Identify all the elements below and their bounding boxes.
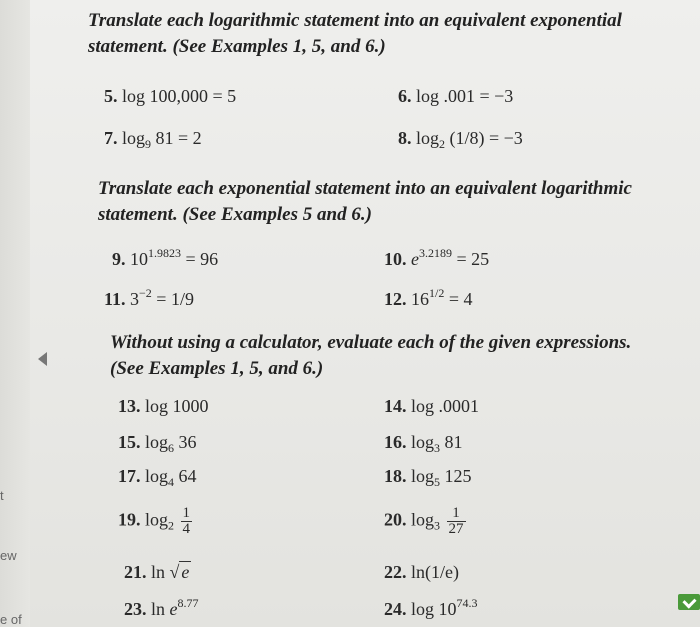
section-1-instructions: Translate each logarithmic statement into an equivalent exponential statement. (See Examples 1, 5, and 6.) bbox=[88, 10, 622, 57]
fraction: $\frac{1}{27}$ bbox=[448, 505, 464, 537]
section-3-instructions: Without using a calculator, evaluate each of the given expressions. (See Examples 1, 5, and 6.) bbox=[110, 332, 632, 379]
problem-5: 5. log 100,000 = 5 bbox=[104, 86, 237, 106]
page-margin bbox=[0, 0, 30, 627]
fraction: $\frac{1}{4}$ bbox=[182, 505, 191, 537]
problem-22: 22. ln(1/e) bbox=[384, 562, 459, 582]
problem-9: 9. $10^{1.9823} = 96$ bbox=[112, 246, 219, 269]
problem-18: 18. $\log_5 125$ bbox=[384, 466, 472, 489]
margin-fragment: e of bbox=[0, 612, 22, 627]
problem-19: 19. $\log_2$ $\frac{1}{4}$ bbox=[118, 505, 191, 537]
problem-21: 21. ln √ e bbox=[124, 562, 190, 582]
problem-6: 6. log .001 = −3 bbox=[398, 86, 514, 106]
sqrt-icon: √ bbox=[169, 562, 180, 582]
margin-fragment: t bbox=[0, 488, 4, 503]
left-arrow-icon[interactable] bbox=[38, 352, 47, 366]
problem-10: 10. $e^{3.2189} = 25$ bbox=[384, 246, 490, 269]
problem-17: 17. $\log_4 64$ bbox=[118, 466, 197, 489]
problem-12: 12. $16^{1/2} = 4$ bbox=[384, 286, 473, 309]
margin-fragment: ew bbox=[0, 548, 17, 563]
problem-23: 23. $\ln e^{8.77}$ bbox=[124, 596, 199, 619]
section-2-instructions: Translate each exponential statement into an equivalent logarithmic statement. (See Examples 5 and 6.) bbox=[98, 178, 632, 225]
problem-20: 20. $\log_3$ $\frac{1}{27}$ bbox=[384, 505, 464, 537]
problem-7: 7. $\log_9 81 = 2$ bbox=[104, 128, 202, 151]
problem-15: 15. $\log_6 36$ bbox=[118, 432, 197, 455]
problem-11: 11. $3^{-2} = 1/9$ bbox=[104, 286, 194, 309]
problem-16: 16. $\log_3 81$ bbox=[384, 432, 463, 455]
checkmark-icon[interactable] bbox=[678, 594, 700, 610]
problem-13: 13. log 1000 bbox=[118, 396, 209, 416]
problem-24: 24. $\log 10^{74.3}$ bbox=[384, 596, 478, 619]
problem-8: 8. $\log_2 (1/8) = -3$ bbox=[398, 128, 523, 151]
problem-14: 14. log .0001 bbox=[384, 396, 480, 416]
